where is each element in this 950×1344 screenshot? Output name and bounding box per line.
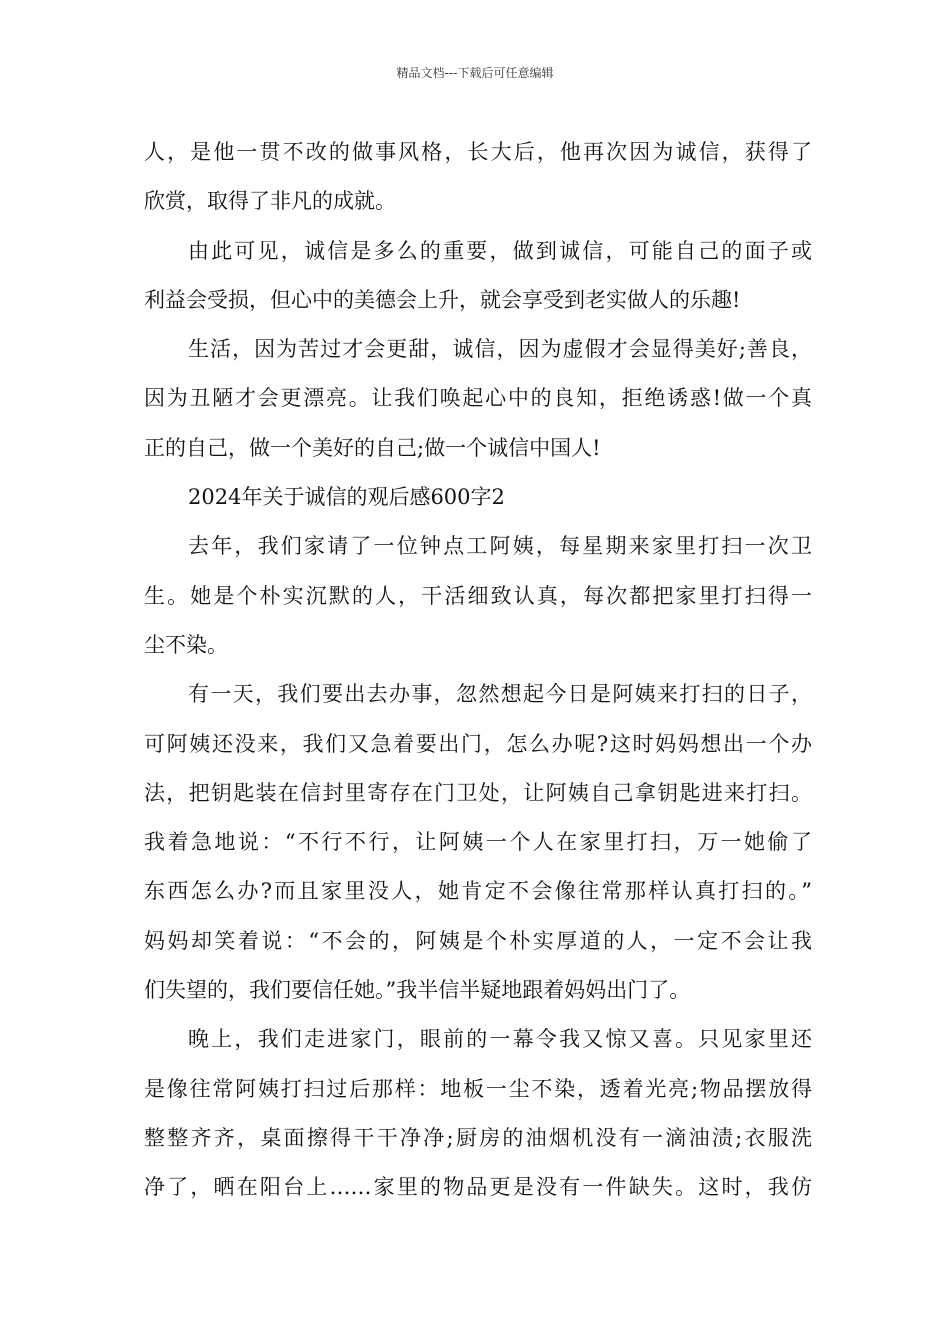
text-line-4: 利益会受损，但心中的美德会上升，就会享受到老实做人的乐趣! (144, 287, 741, 312)
text-line-11: 尘不染。 (144, 632, 228, 657)
document-body (144, 128, 812, 1213)
text-line-15: 我着急地说：“不行不行，让阿姨一个人在家里打扫，万一她偷了 (144, 830, 812, 855)
page-header: 精品文档---下载后可任意编辑 (396, 66, 554, 80)
text-line-2: 欣赏，取得了非凡的成就。 (144, 189, 396, 214)
text-line-19: 晚上，我们走进家门，眼前的一幕令我又惊又喜。只见家里还 (188, 1027, 812, 1052)
text-line-16: 东西怎么办?而且家里没人，她肯定不会像往常那样认真打扫的。” (144, 879, 812, 904)
text-line-7: 正的自己，做一个美好的自己;做一个诚信中国人! (144, 435, 601, 460)
text-line-22: 净了，晒在阳台上……家里的物品更是没有一件缺失。这时，我仿 (144, 1175, 812, 1200)
text-line-12: 有一天，我们要出去办事，忽然想起今日是阿姨来打扫的日子， (188, 682, 812, 707)
text-line-21: 整整齐齐，桌面擦得干干净净;厨房的油烟机没有一滴油渍;衣服洗 (144, 1125, 812, 1150)
text-line-10: 生。她是个朴实沉默的人，干活细致认真，每次都把家里打扫得一 (144, 583, 812, 608)
text-line-13: 可阿姨还没来，我们又急着要出门，怎么办呢?这时妈妈想出一个办 (144, 731, 812, 756)
section-heading: 2024年关于诚信的观后感600字2 (188, 485, 505, 510)
text-line-6: 因为丑陋才会更漂亮。让我们唤起心中的良知，拒绝诱惑!做一个真 (144, 386, 812, 411)
text-line-1: 人，是他一贯不改的做事风格，长大后，他再次因为诚信，获得了 (144, 140, 812, 164)
text-line-18: 们失望的，我们要信任她。”我半信半疑地跟着妈妈出门了。 (144, 978, 691, 1003)
text-line-9: 去年，我们家请了一位钟点工阿姨，每星期来家里打扫一次卫 (188, 534, 812, 559)
text-line-20: 是像往常阿姨打扫过后那样：地板一尘不染，透着光亮;物品摆放得 (144, 1076, 812, 1101)
text-line-3: 由此可见，诚信是多么的重要，做到诚信，可能自己的面子或 (188, 238, 812, 263)
text-line-14: 法，把钥匙装在信封里寄存在门卫处，让阿姨自己拿钥匙进来打扫。 (144, 780, 812, 805)
text-line-17: 妈妈却笑着说：“不会的，阿姨是个朴实厚道的人，一定不会让我 (144, 928, 812, 953)
text-line-5: 生活，因为苦过才会更甜，诚信，因为虚假才会显得美好;善良， (188, 337, 812, 362)
